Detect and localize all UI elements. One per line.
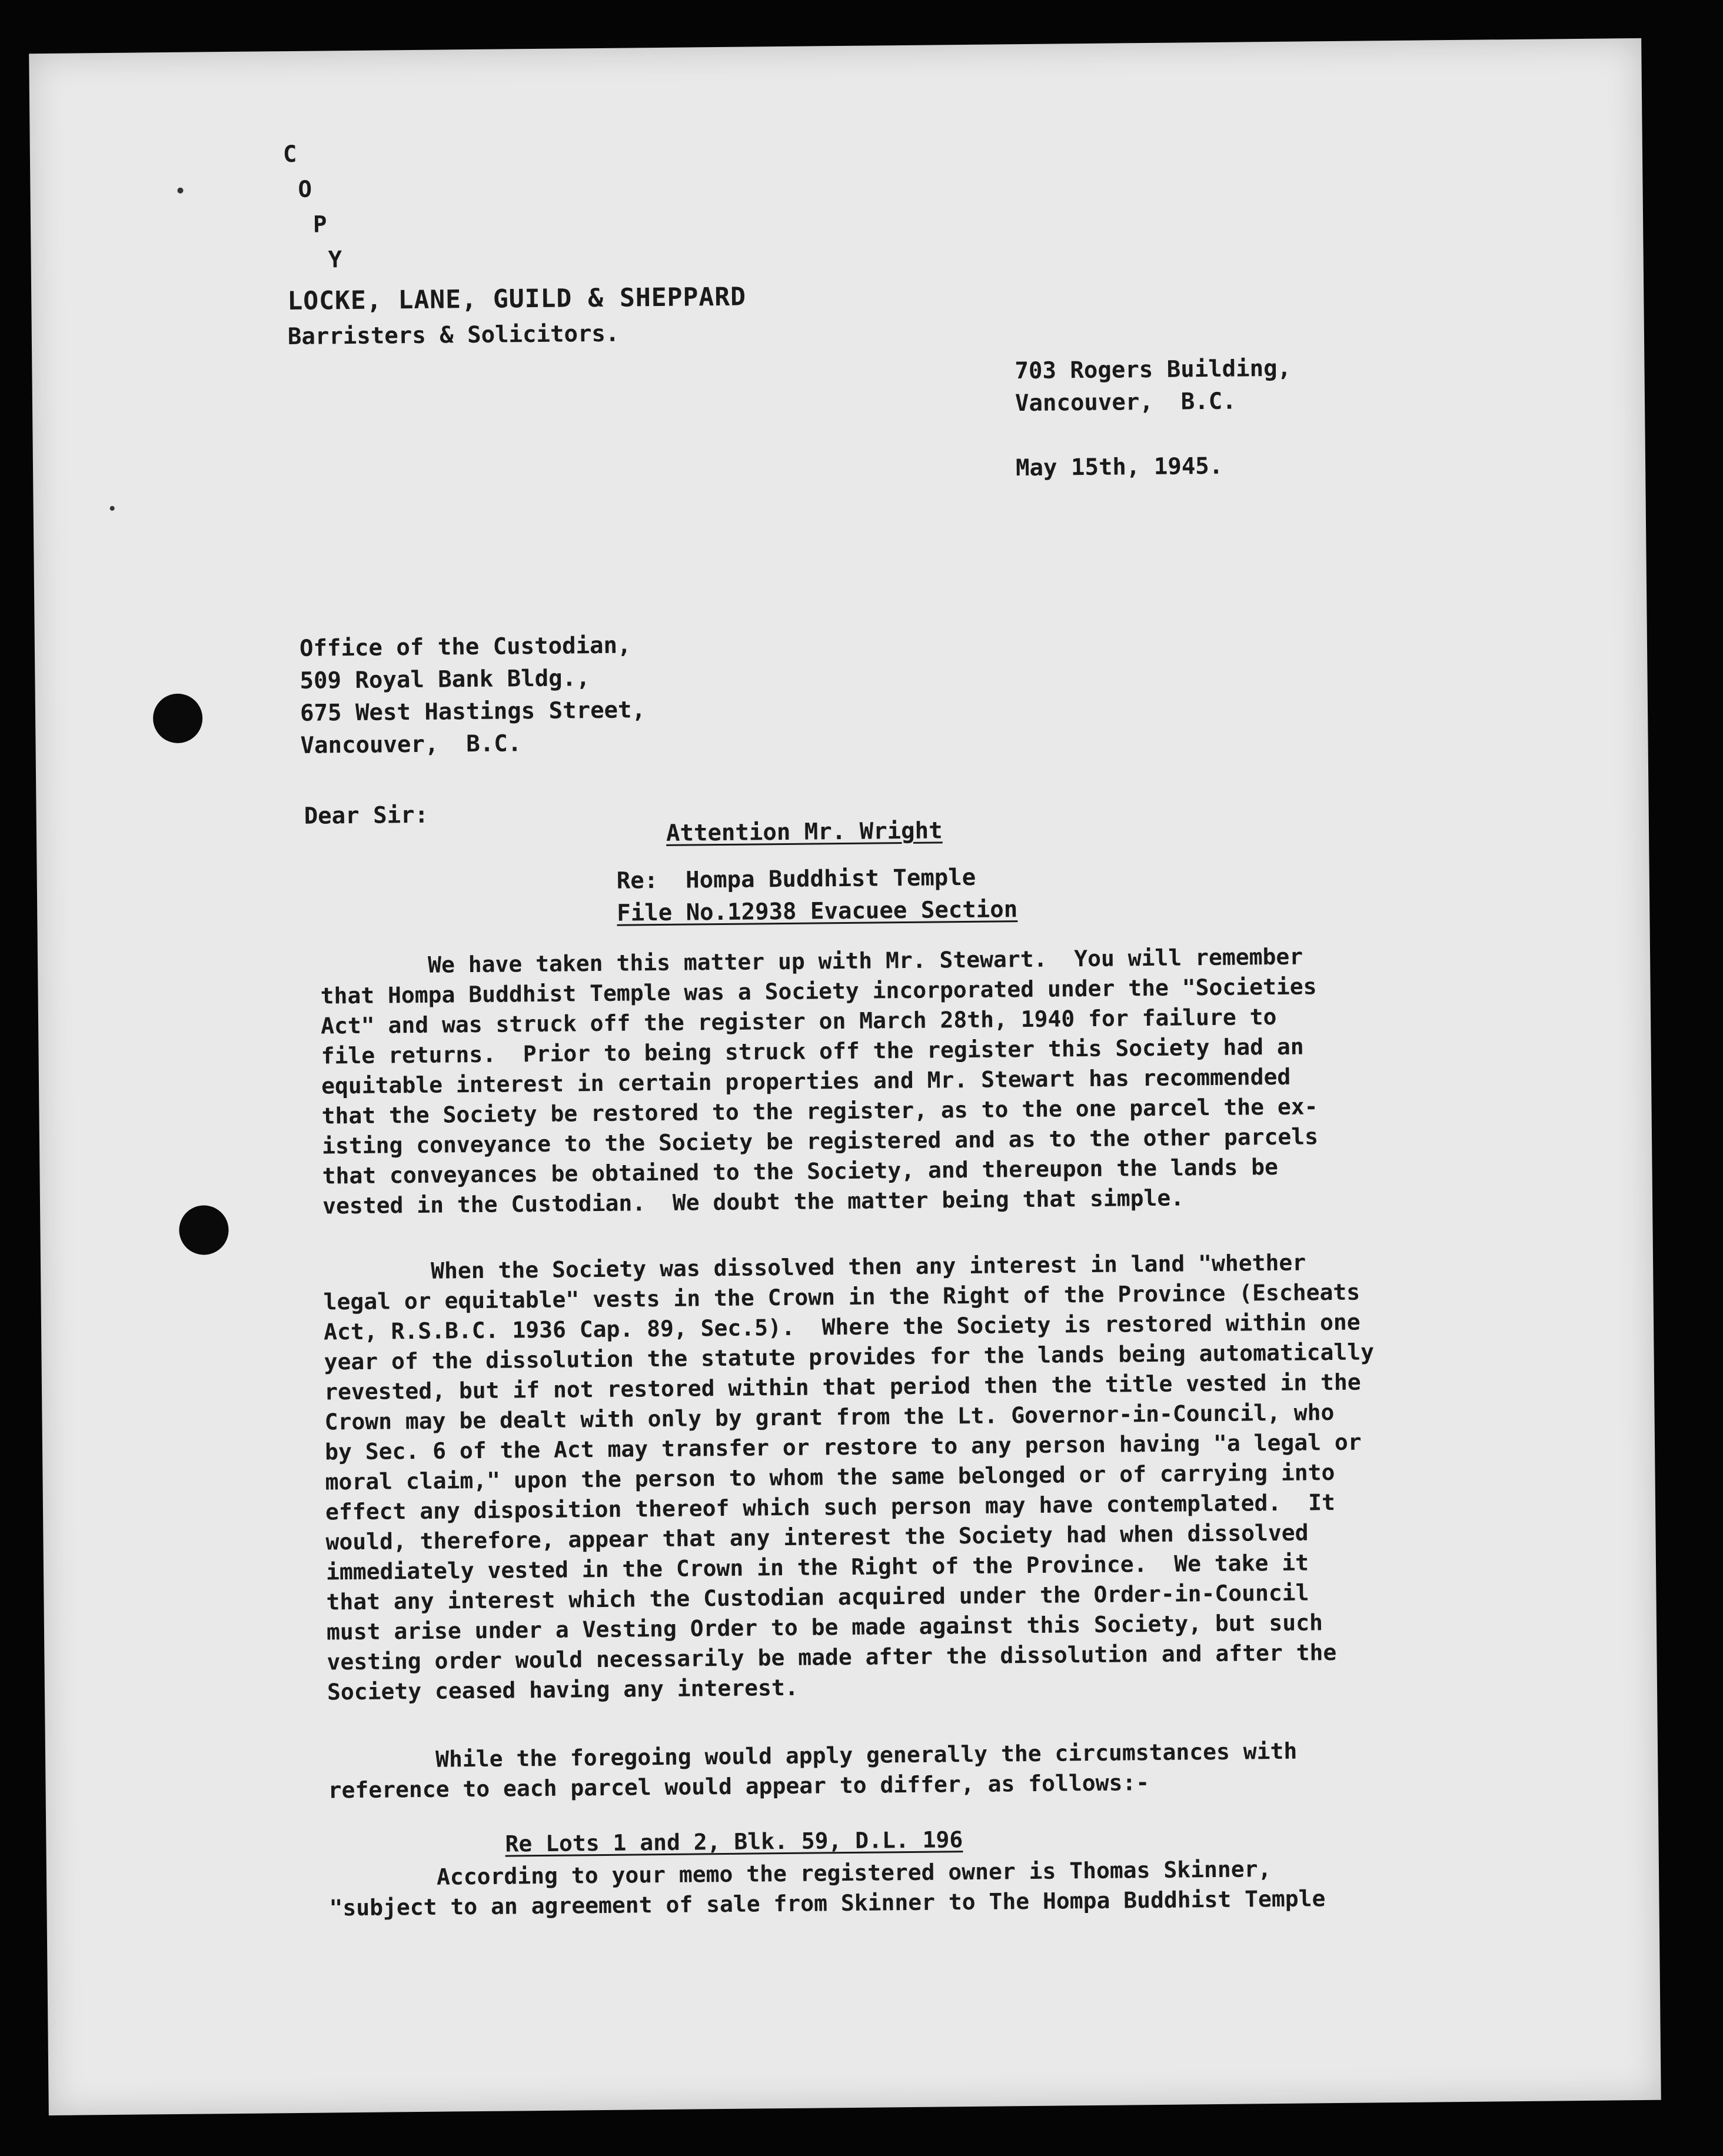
paragraph-4-line: "subject to an agreement of sale from Skinner to The Hompa Buddhist Temple bbox=[329, 1885, 1326, 1921]
paragraph-2-line: that any interest which the Custodian acquired under the Order-in-Council bbox=[326, 1579, 1309, 1615]
paragraph-2-line: year of the dissolution the statute provides for the lands being automatically bbox=[324, 1339, 1375, 1375]
paragraph-2-line: immediately vested in the Crown in the Right of the Province. We take it bbox=[325, 1549, 1309, 1585]
salutation: Dear Sir: bbox=[304, 801, 429, 830]
paragraph-4-line: According to your memo the registered owner is Thomas Skinner, bbox=[328, 1856, 1272, 1891]
paragraph-2-line: by Sec. 6 of the Act may transfer or restore to any person having "a legal or bbox=[324, 1429, 1362, 1465]
scan-speck bbox=[110, 506, 115, 511]
paragraph-1-line: that Hompa Buddhist Temple was a Society incorporated under the "Societies bbox=[320, 973, 1317, 1009]
letter-page bbox=[29, 38, 1661, 2115]
paragraph-1-line: We have taken this matter up with Mr. Stewart. You will remember bbox=[320, 943, 1303, 979]
recipient-address-line: 509 Royal Bank Bldg., bbox=[300, 665, 590, 694]
copy-letter: O bbox=[298, 176, 312, 203]
paragraph-2-line: Society ceased having any interest. bbox=[327, 1674, 799, 1705]
letter-date: May 15th, 1945. bbox=[1015, 453, 1223, 482]
recipient-address-line: 675 West Hastings Street, bbox=[300, 697, 646, 727]
paragraph-2-line: Act, R.S.B.C. 1936 Cap. 89, Sec.5). Where the Society is restored within one bbox=[323, 1309, 1361, 1345]
paragraph-2-line: moral claim," upon the person to whom the same belonged or of carrying into bbox=[325, 1459, 1335, 1495]
firm-description: Barristers & Solicitors. bbox=[287, 320, 620, 351]
paragraph-1-line: isting conveyance to the Society be registered and as to the other parcels bbox=[321, 1123, 1319, 1159]
sender-address-line: Vancouver, B.C. bbox=[1014, 388, 1236, 417]
paragraph-3-line: reference to each parcel would appear to differ, as follows:- bbox=[328, 1769, 1150, 1804]
paragraph-2-line: When the Society was dissolved then any interest in land "whether bbox=[322, 1249, 1306, 1285]
paragraph-1-line: that the Society be restored to the register, as to the one parcel the ex- bbox=[321, 1093, 1318, 1129]
lot-subheading: Re Lots 1 and 2, Blk. 59, D.L. 196 bbox=[505, 1826, 963, 1857]
copy-letter: Y bbox=[328, 247, 342, 274]
recipient-address-line: Office of the Custodian, bbox=[299, 632, 631, 662]
paragraph-2-line: effect any disposition thereof which such person may have contemplated. It bbox=[325, 1489, 1336, 1525]
paragraph-1-line: Act" and was struck off the register on March 28th, 1940 for failure to bbox=[320, 1003, 1277, 1039]
paragraph-1-line: file returns. Prior to being struck off the register this Society had an bbox=[321, 1033, 1304, 1069]
sender-address-line: 703 Rogers Building, bbox=[1014, 355, 1292, 385]
paragraph-2-line: Crown may be dealt with only by grant from the Lt. Governor-in-Council, who bbox=[324, 1399, 1335, 1435]
paragraph-3-line: While the foregoing would apply generally the circumstances with bbox=[327, 1738, 1298, 1774]
paragraph-1-line: equitable interest in certain properties and Mr. Stewart has recommended bbox=[321, 1063, 1291, 1099]
copy-letter: C bbox=[282, 141, 297, 168]
paragraph-2-line: revested, but if not restored within that period then the title vested in the bbox=[324, 1369, 1361, 1405]
re-line: Re: Hompa Buddhist Temple bbox=[616, 864, 976, 894]
paragraph-1-line: vested in the Custodian. We doubt the matter being that simple. bbox=[322, 1185, 1185, 1219]
paragraph-2-line: would, therefore, appear that any interest the Society had when dissolved bbox=[325, 1519, 1309, 1555]
punch-hole bbox=[179, 1205, 229, 1255]
copy-stamp bbox=[29, 38, 1641, 274]
file-number-line: File No.12938 Evacuee Section bbox=[617, 896, 1018, 927]
paragraph-1-line: that conveyances be obtained to the Society, and thereupon the lands be bbox=[322, 1153, 1279, 1189]
recipient-address-line: Vancouver, B.C. bbox=[300, 730, 522, 759]
firm-name: LOCKE, LANE, GUILD & SHEPPARD bbox=[287, 282, 747, 317]
attention-line: Attention Mr. Wright bbox=[666, 817, 943, 847]
paragraph-2-line: vesting order would necessarily be made after the dissolution and after the bbox=[327, 1639, 1337, 1675]
paragraph-2-line: legal or equitable" vests in the Crown in the Right of the Province (Escheats bbox=[323, 1279, 1361, 1315]
copy-letter: P bbox=[312, 211, 327, 238]
punch-hole bbox=[153, 693, 203, 743]
paragraph-2-line: must arise under a Vesting Order to be made against this Society, but such bbox=[326, 1609, 1323, 1645]
scan-speck bbox=[177, 188, 183, 194]
